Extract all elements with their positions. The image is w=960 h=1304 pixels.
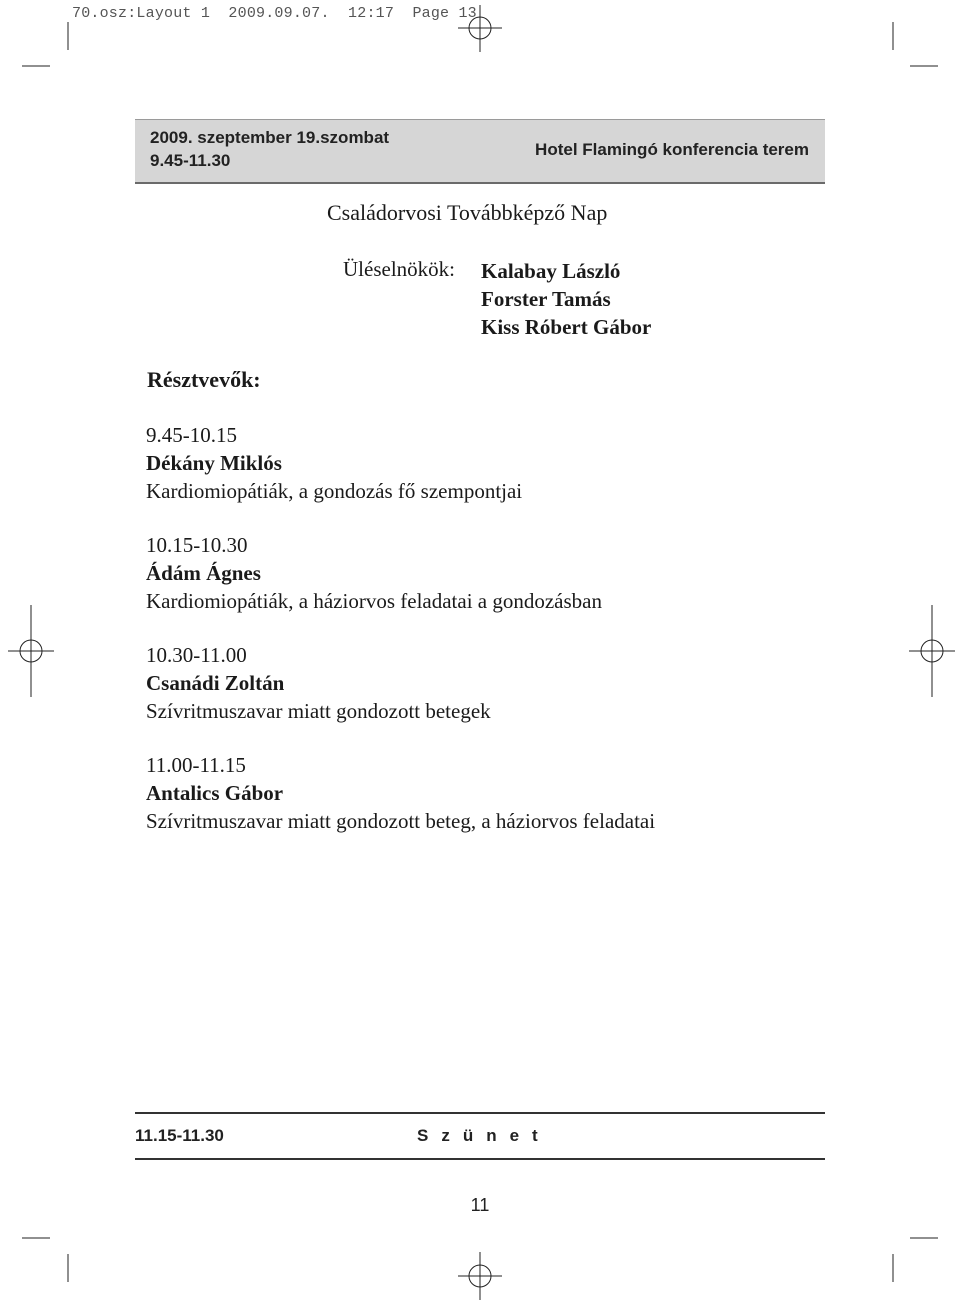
talk-time: 11.00-11.15	[146, 753, 246, 777]
break-time: 11.15-11.30	[135, 1126, 224, 1145]
session-header-bar	[135, 119, 825, 184]
talk-item	[146, 641, 491, 725]
session-date: 2009. szeptember 19.szombat	[150, 128, 390, 147]
talk-speaker: Csanádi Zoltán	[146, 671, 285, 695]
talk-speaker: Dékány Miklós	[146, 451, 282, 475]
print-slug: 70.osz:Layout 1 2009.09.07. 12:17 Page 13	[72, 5, 477, 22]
talk-item	[146, 751, 655, 835]
talk-item	[146, 531, 602, 615]
talk-time: 10.30-11.00	[146, 643, 247, 667]
session-title: Családorvosi Továbbképző Nap	[327, 200, 608, 225]
chair-name: Forster Tamás	[481, 287, 611, 311]
talk-speaker: Antalics Gábor	[146, 781, 284, 805]
chairs-list	[481, 257, 651, 341]
break-row	[135, 1112, 825, 1160]
chair-name: Kiss Róbert Gábor	[481, 315, 652, 339]
page-number: 11	[470, 1195, 490, 1215]
talk-item	[146, 421, 522, 505]
talk-title: Kardiomiopátiák, a háziorvos feladatai a gondozásban	[146, 589, 602, 613]
chairs-label: Üléselnökök:	[343, 257, 455, 281]
session-venue: Hotel Flamingó konferencia terem	[535, 140, 809, 159]
talk-time: 9.45-10.15	[146, 423, 237, 447]
participants-heading: Résztvevők:	[147, 367, 261, 392]
break-label: Szünet	[417, 1126, 551, 1145]
talk-speaker: Ádám Ágnes	[146, 561, 261, 585]
chair-name: Kalabay László	[481, 259, 621, 283]
talk-title: Szívritmuszavar miatt gondozott beteg, a háziorvos feladatai	[146, 809, 656, 833]
talk-title: Kardiomiopátiák, a gondozás fő szempontjai	[146, 479, 523, 503]
talk-time: 10.15-10.30	[146, 533, 248, 557]
talk-title: Szívritmuszavar miatt gondozott betegek	[146, 699, 491, 723]
session-time: 9.45-11.30	[150, 151, 231, 170]
